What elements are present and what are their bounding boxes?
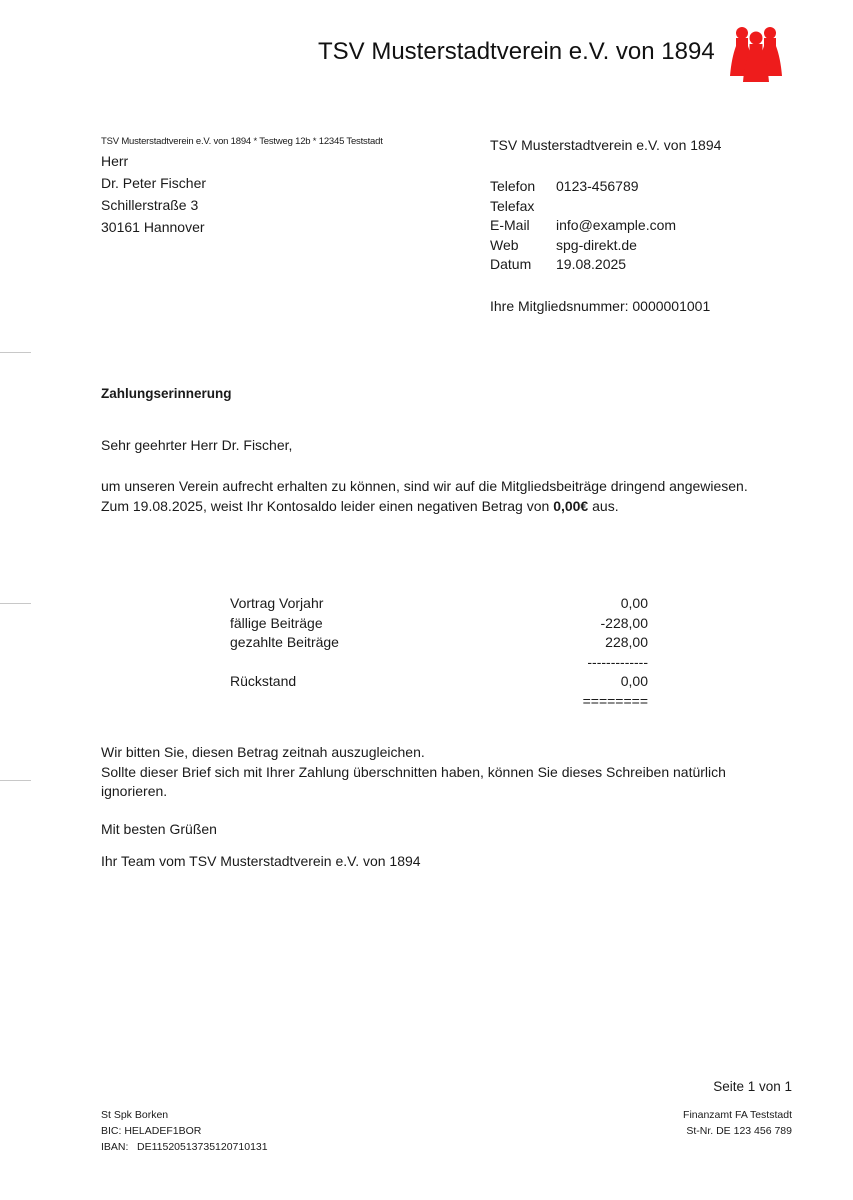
- table-separator-row: [230, 653, 648, 673]
- letter-salutation: Sehr geehrter Herr Dr. Fischer,: [101, 437, 293, 453]
- info-organization: TSV Musterstadtverein e.V. von 1894: [490, 137, 722, 153]
- table-row-label: fällige Beiträge: [230, 614, 323, 631]
- three-red-figures-logo-icon: [725, 24, 787, 84]
- contact-label: E-Mail: [490, 217, 530, 233]
- contact-label: Datum: [490, 256, 532, 272]
- punch-mark: [0, 603, 31, 604]
- footer-iban-label: IBAN:: [101, 1141, 129, 1153]
- intro-line: um unseren Verein aufrecht erhalten zu können, sind wir auf die Mitgliedsbeiträge dringend angewiesen.: [101, 478, 748, 494]
- table-separator: -------------: [587, 653, 648, 670]
- organization-title: TSV Musterstadtverein e.V. von 1894: [318, 38, 715, 65]
- table-row: [230, 633, 648, 653]
- letter-intro: [101, 477, 801, 516]
- table-total-row: [230, 672, 648, 692]
- footer-tax-number: St-Nr. DE 123 456 789: [686, 1125, 792, 1137]
- letter-closing: [101, 743, 726, 802]
- closing-line: ignorieren.: [101, 783, 168, 799]
- contact-label: Telefax: [490, 197, 535, 214]
- footer-bic: BIC: HELADEF1BOR: [101, 1125, 202, 1137]
- contact-row-date: [490, 255, 676, 275]
- contact-value: 0123-456789: [556, 178, 639, 194]
- table-row-label: Vortrag Vorjahr: [230, 595, 324, 611]
- contact-row-phone: [490, 177, 676, 197]
- recipient-name: Dr. Peter Fischer: [101, 175, 207, 191]
- footer-bank-info: [101, 1107, 268, 1155]
- closing-line: Wir bitten Sie, diesen Betrag zeitnah auszugleichen.: [101, 744, 425, 760]
- closing-greeting: Mit besten Grüßen: [101, 821, 217, 837]
- table-row-value: -228,00: [600, 614, 648, 631]
- footer-tax-office: Finanzamt FA Teststadt: [683, 1109, 792, 1121]
- recipient-address: [101, 150, 206, 238]
- contact-value: 19.08.2025: [556, 256, 627, 272]
- contact-label: Web: [490, 236, 519, 253]
- contact-row-email: [490, 216, 676, 236]
- table-double-line: ========: [582, 692, 648, 709]
- closing-signature: Ihr Team vom TSV Musterstadtverein e.V. von 1894: [101, 853, 421, 869]
- contact-block: [490, 177, 676, 275]
- recipient-street: Schillerstraße 3: [101, 197, 199, 213]
- table-row-value: 228,00: [605, 634, 648, 650]
- letter-subject: Zahlungserinnerung: [101, 386, 232, 401]
- footer-iban: [101, 1139, 268, 1155]
- footer-bank-name: St Spk Borken: [101, 1109, 169, 1121]
- footer-iban-value: DE11520513735120710131: [137, 1141, 268, 1153]
- footer-tax-info: [683, 1107, 792, 1139]
- table-row-label: gezahlte Beiträge: [230, 634, 339, 650]
- table-double-line-row: [230, 692, 648, 712]
- table-total-label: Rückstand: [230, 673, 297, 689]
- intro-text: Zum 19.08.2025, weist Ihr Kontosaldo leider einen negativen Betrag von: [101, 497, 554, 514]
- recipient-salutation: Herr: [101, 153, 129, 169]
- table-row-value: 0,00: [620, 595, 648, 611]
- closing-line: Sollte dieser Brief sich mit Ihrer Zahlung überschnitten haben, können Sie dieses Schreiben natürlich: [101, 763, 726, 780]
- balance-table: [230, 594, 648, 711]
- intro-text: aus.: [588, 497, 619, 514]
- intro-amount: 0,00€: [553, 497, 589, 514]
- contact-row-web: [490, 236, 676, 256]
- contact-value: info@example.com: [556, 217, 677, 233]
- recipient-city: 30161 Hannover: [101, 219, 205, 235]
- contact-value: spg-direkt.de: [556, 236, 637, 253]
- fold-mark: [0, 352, 31, 353]
- fold-mark: [0, 780, 31, 781]
- sender-return-address: TSV Musterstadtverein e.V. von 1894 * Testweg 12b * 12345 Teststadt: [101, 136, 383, 147]
- page-number: Seite 1 von 1: [713, 1079, 792, 1094]
- contact-row-fax: [490, 197, 676, 217]
- table-total-value: 0,00: [620, 673, 648, 689]
- table-row: [230, 594, 648, 614]
- contact-label: Telefon: [490, 178, 536, 194]
- intro-line: [101, 497, 801, 517]
- table-row: [230, 614, 648, 634]
- member-number: Ihre Mitgliedsnummer: 0000001001: [490, 298, 711, 314]
